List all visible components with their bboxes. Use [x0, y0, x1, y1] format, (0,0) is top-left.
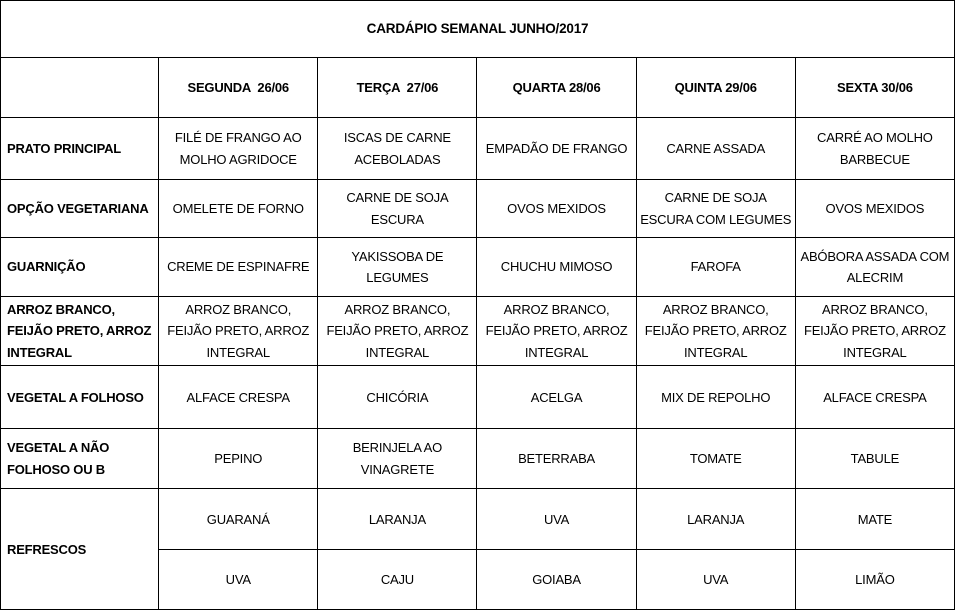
row-label-drinks: REFRESCOS [1, 489, 159, 610]
table-row-vegetarian-option [1, 180, 955, 238]
menu-cell: UVA [159, 550, 318, 610]
table-row-main-dish [1, 118, 955, 180]
menu-cell: PEPINO [159, 429, 318, 489]
menu-cell: ACELGA [477, 366, 636, 429]
menu-cell: CHUCHU MIMOSO [477, 238, 636, 297]
table-row-drinks-1 [1, 489, 955, 550]
menu-cell: UVA [636, 550, 795, 610]
menu-cell: CARRÉ AO MOLHO BARBECUE [795, 118, 954, 180]
row-label-rice-beans: ARROZ BRANCO, FEIJÃO PRETO, ARROZ INTEGRAL [1, 297, 159, 366]
menu-cell: ALFACE CRESPA [795, 366, 954, 429]
day-header-thursday: QUINTA 29/06 [636, 58, 795, 118]
menu-cell: LARANJA [636, 489, 795, 550]
row-label-non-leafy-vegetable: VEGETAL A NÃO FOLHOSO OU B [1, 429, 159, 489]
menu-cell: MATE [795, 489, 954, 550]
menu-cell: CARNE DE SOJA ESCURA [318, 180, 477, 238]
menu-cell: ALFACE CRESPA [159, 366, 318, 429]
menu-cell: LIMÃO [795, 550, 954, 610]
menu-cell: CAJU [318, 550, 477, 610]
menu-cell: OMELETE DE FORNO [159, 180, 318, 238]
menu-cell: CREME DE ESPINAFRE [159, 238, 318, 297]
menu-cell: BETERRABA [477, 429, 636, 489]
day-header-friday: SEXTA 30/06 [795, 58, 954, 118]
menu-cell: GOIABA [477, 550, 636, 610]
title-row [1, 1, 955, 58]
menu-cell: ARROZ BRANCO, FEIJÃO PRETO, ARROZ INTEGRAL [795, 297, 954, 366]
menu-cell: TABULE [795, 429, 954, 489]
menu-cell: CARNE DE SOJA ESCURA COM LEGUMES [636, 180, 795, 238]
menu-cell: ARROZ BRANCO, FEIJÃO PRETO, ARROZ INTEGRAL [636, 297, 795, 366]
table-row-side-dish [1, 238, 955, 297]
row-label-vegetarian-option: OPÇÃO VEGETARIANA [1, 180, 159, 238]
menu-cell: FAROFA [636, 238, 795, 297]
menu-cell: GUARANÁ [159, 489, 318, 550]
menu-cell: CHICÓRIA [318, 366, 477, 429]
menu-cell: LARANJA [318, 489, 477, 550]
menu-cell: TOMATE [636, 429, 795, 489]
day-header-row [1, 58, 955, 118]
menu-cell: ARROZ BRANCO, FEIJÃO PRETO, ARROZ INTEGRAL [159, 297, 318, 366]
table-row-non-leafy-vegetable [1, 429, 955, 489]
day-header-tuesday: TERÇA 27/06 [318, 58, 477, 118]
menu-cell: YAKISSOBA DE LEGUMES [318, 238, 477, 297]
menu-cell: CARNE ASSADA [636, 118, 795, 180]
page-title: CARDÁPIO SEMANAL JUNHO/2017 [1, 1, 955, 58]
row-label-leafy-vegetable: VEGETAL A FOLHOSO [1, 366, 159, 429]
row-label-side-dish: GUARNIÇÃO [1, 238, 159, 297]
menu-cell: UVA [477, 489, 636, 550]
table-row-leafy-vegetable [1, 366, 955, 429]
menu-cell: ARROZ BRANCO, FEIJÃO PRETO, ARROZ INTEGRAL [318, 297, 477, 366]
menu-cell: ABÓBORA ASSADA COM ALECRIM [795, 238, 954, 297]
menu-cell: FILÉ DE FRANGO AO MOLHO AGRIDOCE [159, 118, 318, 180]
day-header-monday: SEGUNDA 26/06 [159, 58, 318, 118]
menu-cell: MIX DE REPOLHO [636, 366, 795, 429]
corner-header-cell [1, 58, 159, 118]
day-header-wednesday: QUARTA 28/06 [477, 58, 636, 118]
menu-cell: OVOS MEXIDOS [795, 180, 954, 238]
menu-cell: ISCAS DE CARNE ACEBOLADAS [318, 118, 477, 180]
table-row-rice-beans [1, 297, 955, 366]
menu-cell: ARROZ BRANCO, FEIJÃO PRETO, ARROZ INTEGRAL [477, 297, 636, 366]
menu-cell: EMPADÃO DE FRANGO [477, 118, 636, 180]
menu-cell: BERINJELA AO VINAGRETE [318, 429, 477, 489]
row-label-main-dish: PRATO PRINCIPAL [1, 118, 159, 180]
menu-cell: OVOS MEXIDOS [477, 180, 636, 238]
